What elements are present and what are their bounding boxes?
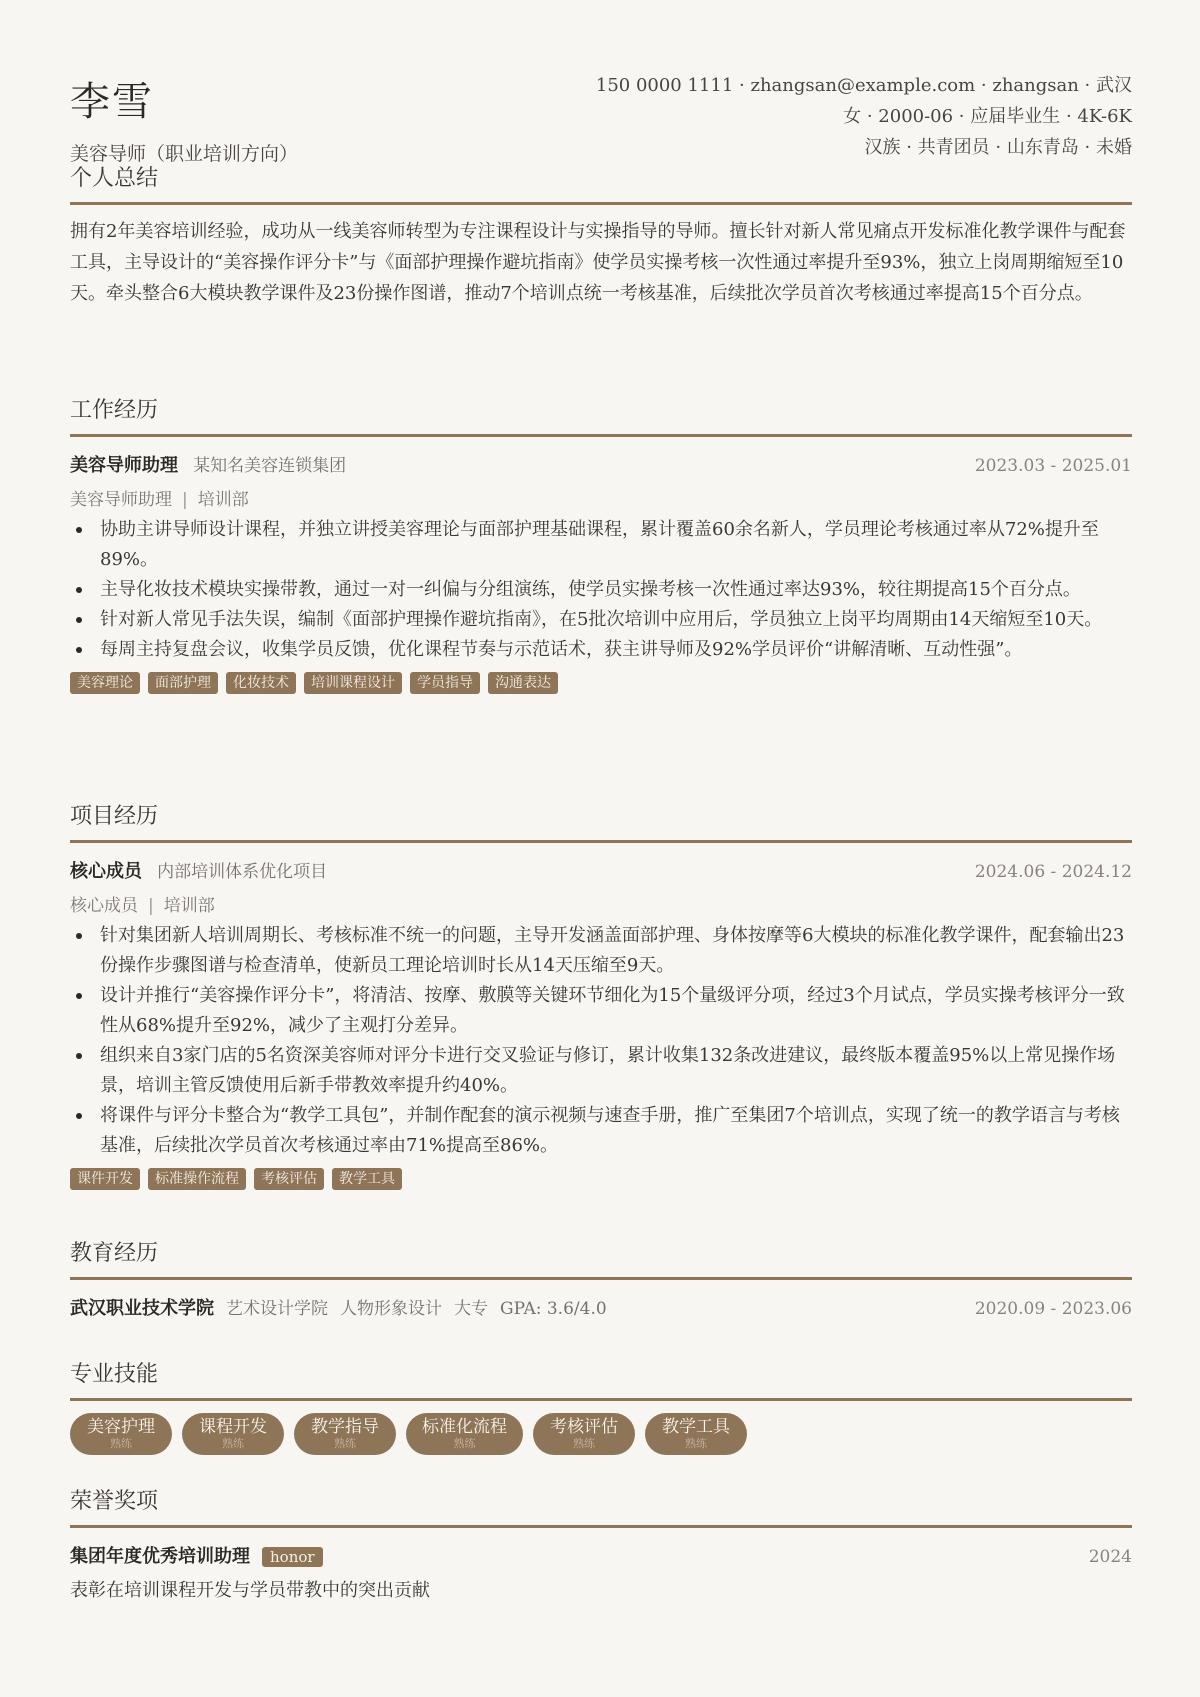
skill-level: 熟练: [222, 1437, 244, 1450]
education-section: [70, 1236, 1132, 1320]
contact-info: [596, 70, 1132, 163]
degree: 大专: [454, 1299, 488, 1319]
entry-dept: 培训部: [197, 490, 249, 510]
skill-pill: [533, 1413, 635, 1455]
section-title: 专业技能: [70, 1357, 1132, 1401]
entry-header: [70, 1542, 1132, 1568]
skills-section: [70, 1357, 1132, 1455]
tag: 教学工具: [332, 1168, 402, 1190]
contact-line-3: 汉族 · 共青团员 · 山东青岛 · 未婚: [864, 137, 1132, 158]
honor-badge: honor: [262, 1547, 323, 1567]
section-title: 个人总结: [70, 161, 1132, 205]
entry-org: 某知名美容连锁集团: [193, 456, 347, 476]
bullet-item: 协助主讲导师设计课程，并独立讲授美容理论与面部护理基础课程，累计覆盖60余名新人，学员理论考核通过率从72%提升至89%。: [70, 515, 1132, 575]
skill-name: 课程开发: [199, 1417, 267, 1437]
skill-pill: [406, 1413, 523, 1455]
skill-level: 熟练: [573, 1437, 595, 1450]
skill-name: 教学指导: [311, 1417, 379, 1437]
entry-date: 2020.09 - 2023.06: [974, 1299, 1132, 1319]
work-bullets: [70, 515, 1132, 665]
skill-level: 熟练: [334, 1437, 356, 1450]
section-title: 荣誉奖项: [70, 1484, 1132, 1528]
entry-role: 核心成员: [70, 861, 142, 882]
bullet-item: 每周主持复盘会议，收集学员反馈，优化课程节奏与示范话术，获主讲导师及92%学员评价“讲解清晰、互动性强”。: [70, 635, 1132, 665]
tag: 化妆技术: [226, 672, 296, 694]
section-title: 项目经历: [70, 799, 1132, 843]
skill-name: 考核评估: [550, 1417, 618, 1437]
job-title: 美容导师（职业培训方向）: [70, 143, 299, 165]
work-tags: [70, 672, 1132, 694]
tag: 课件开发: [70, 1168, 140, 1190]
candidate-name: 李雪: [70, 79, 154, 125]
skill-level: 熟练: [453, 1437, 476, 1450]
entry-org: 内部培训体系优化项目: [157, 862, 328, 882]
summary-text: 拥有2年美容培训经验，成功从一线美容师转型为专注课程设计与实操指导的导师。擅长针对新人常见痛点开发标准化教学课件与配套工具，主导设计的“美容操作评分卡”与《面部护理操作避坑指南》使学员实操考核一次性通过率提升至93%，独立上岗周期缩短至10天。牵头整合6大模块教学课件及23份操作图谱，推动7个培训点统一考核基准，后续批次学员首次考核通过率提高15个百分点。: [70, 221, 1126, 304]
work-section: [70, 393, 1132, 694]
bullet-item: 针对新人常见手法失误，编制《面部护理操作避坑指南》，在5批次培训中应用后，学员独立上岗平均周期由14天缩短至10天。: [70, 605, 1132, 635]
entry-sub: [70, 891, 1132, 916]
entry-header: [70, 857, 1132, 883]
honor-name: 集团年度优秀培训助理: [70, 1546, 250, 1567]
gpa: GPA: 3.6/4.0: [500, 1299, 607, 1319]
skill-name: 教学工具: [662, 1417, 730, 1437]
bullet-item: 针对集团新人培训周期长、考核标准不统一的问题，主导开发涵盖面部护理、身体按摩等6大模块的标准化教学课件，配套输出23份操作步骤图谱与检查清单，使新员工理论培训时长从14天压缩至9天。: [70, 921, 1132, 981]
entry-header: [70, 451, 1132, 477]
skill-list: [70, 1413, 1132, 1455]
tag: 美容理论: [70, 672, 140, 694]
bullet-item: 将课件与评分卡整合为“教学工具包”，并制作配套的演示视频与速查手册，推广至集团7个培训点，实现了统一的教学语言与考核基准，后续批次学员首次考核通过率由71%提高至86%。: [70, 1101, 1132, 1161]
honors-section: [70, 1484, 1132, 1602]
entry-date: 2023.03 - 2025.01: [974, 456, 1132, 476]
entry-separator: |: [148, 896, 154, 916]
honor-year: 2024: [1088, 1547, 1132, 1567]
entry-separator: |: [182, 490, 188, 510]
summary-section: [70, 161, 1132, 309]
major: 人物形象设计: [340, 1299, 442, 1319]
entry-sub: [70, 485, 1132, 510]
bullet-item: 主导化妆技术模块实操带教，通过一对一纠偏与分组演练，使学员实操考核一次性通过率达93%，较往期提高15个百分点。: [70, 575, 1132, 605]
section-title: 教育经历: [70, 1236, 1132, 1280]
project-section: [70, 799, 1132, 1190]
bullet-item: 组织来自3家门店的5名资深美容师对评分卡进行交叉验证与修订，累计收集132条改进建议，最终版本覆盖95%以上常见操作场景，培训主管反馈使用后新手带教效率提升约40%。: [70, 1041, 1132, 1101]
project-bullets: [70, 921, 1132, 1161]
skill-level: 熟练: [685, 1437, 707, 1450]
skill-level: 熟练: [110, 1437, 132, 1450]
section-title: 工作经历: [70, 393, 1132, 437]
skill-pill: [70, 1413, 172, 1455]
tag: 学员指导: [410, 672, 480, 694]
honor-description: 表彰在培训课程开发与学员带教中的突出贡献: [70, 1580, 430, 1601]
tag: 沟通表达: [488, 672, 558, 694]
skill-pill: [294, 1413, 396, 1455]
skill-name: 美容护理: [87, 1417, 155, 1437]
skill-name: 标准化流程: [422, 1417, 507, 1437]
entry-date: 2024.06 - 2024.12: [974, 862, 1132, 882]
bullet-item: 设计并推行“美容操作评分卡”，将清洁、按摩、敷膜等关键环节细化为15个量级评分项，经过3个月试点，学员实操考核评分一致性从68%提升至92%，减少了主观打分差异。: [70, 981, 1132, 1041]
contact-line-1: 150 0000 1111 · zhangsan@example.com · zhangsan · 武汉: [595, 75, 1132, 96]
entry-header: [70, 1294, 1132, 1320]
entry-position: 核心成员: [70, 896, 138, 916]
entry-role: 美容导师助理: [70, 455, 178, 476]
entry-position: 美容导师助理: [70, 490, 172, 510]
project-tags: [70, 1168, 1132, 1190]
tag: 培训课程设计: [304, 672, 402, 694]
college: 艺术设计学院: [226, 1299, 328, 1319]
tag: 标准操作流程: [148, 1168, 246, 1190]
tag: 面部护理: [148, 672, 218, 694]
contact-line-2: 女 · 2000-06 · 应届毕业生 · 4K-6K: [843, 106, 1132, 127]
skill-pill: [645, 1413, 747, 1455]
school-name: 武汉职业技术学院: [70, 1298, 214, 1319]
tag: 考核评估: [254, 1168, 324, 1190]
entry-dept: 培训部: [163, 896, 215, 916]
skill-pill: [182, 1413, 284, 1455]
